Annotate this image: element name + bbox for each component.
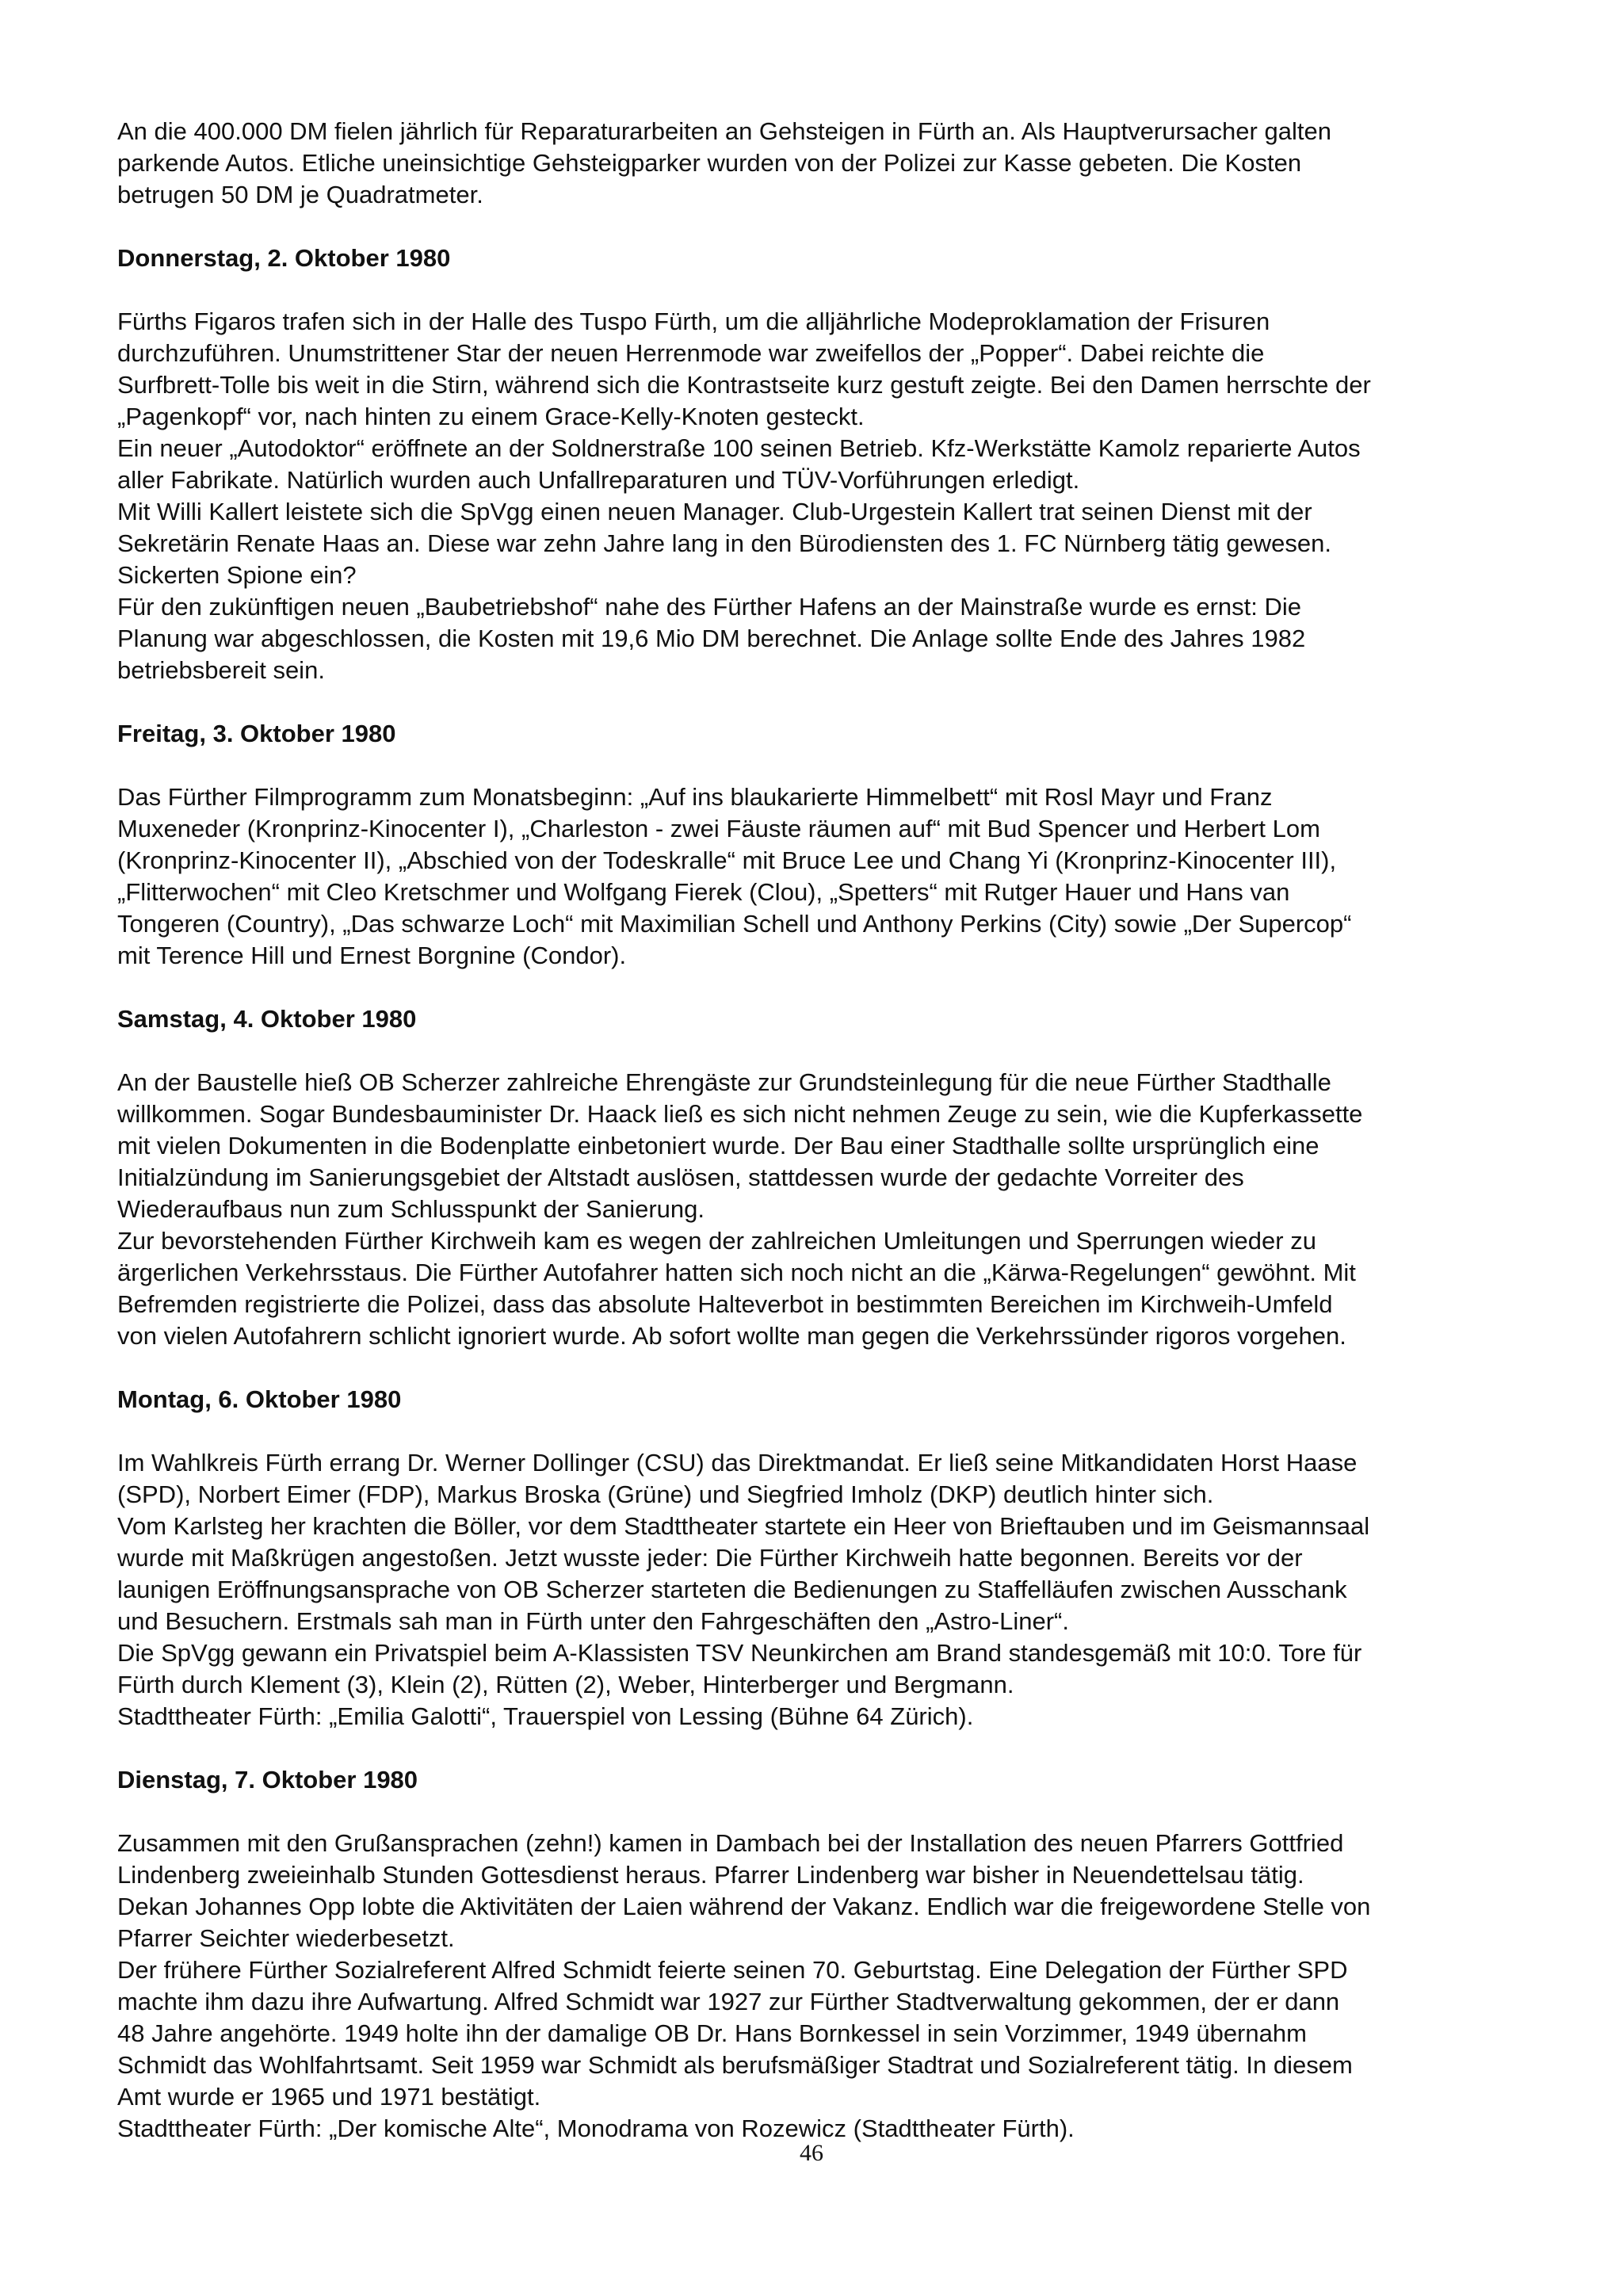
text-line: Planung war abgeschlossen, die Kosten mit 19,6 Mio DM berechnet. Die Anlage sollte Ende des Jahres 1982 bbox=[117, 625, 1306, 652]
text-line: parkende Autos. Etliche uneinsichtige Gehsteigparker wurden von der Polizei zur Kasse gebeten. Die Kosten bbox=[117, 149, 1302, 177]
section-paragraph bbox=[117, 1067, 1528, 1352]
sections-container bbox=[117, 243, 1528, 2145]
text-line: Fürths Figaros trafen sich in der Halle des Tuspo Fürth, um die alljährliche Modeproklamation der Frisuren bbox=[117, 308, 1270, 335]
text-line: Sekretärin Renate Haas an. Diese war zehn Jahre lang in den Bürodiensten des 1. FC Nürnberg tätig gewesen. bbox=[117, 529, 1331, 557]
text-line: und Besuchern. Erstmals sah man in Fürth unter den Fahrgeschäften den „Astro-Liner“. bbox=[117, 1607, 1069, 1635]
text-line: (SPD), Norbert Eimer (FDP), Markus Broska (Grüne) und Siegfried Imholz (DKP) deutlich hinter sich. bbox=[117, 1480, 1214, 1508]
text-line: An die 400.000 DM fielen jährlich für Reparaturarbeiten an Gehsteigen in Fürth an. Als Hauptverursacher galten bbox=[117, 117, 1331, 145]
section-paragraph bbox=[117, 306, 1528, 686]
section-paragraph bbox=[117, 781, 1528, 972]
date-heading: Freitag, 3. Oktober 1980 bbox=[117, 720, 396, 747]
date-heading: Dienstag, 7. Oktober 1980 bbox=[117, 1766, 418, 1794]
page-number: 46 bbox=[800, 2140, 823, 2166]
text-line: An der Baustelle hieß OB Scherzer zahlreiche Ehrengäste zur Grundsteinlegung für die neue Fürther Stadthalle bbox=[117, 1068, 1331, 1096]
text-line: 48 Jahre angehörte. 1949 holte ihn der damalige OB Dr. Hans Bornkessel in sein Vorzimmer, 1949 übernahm bbox=[117, 2019, 1307, 2047]
text-line: launigen Eröffnungsansprache von OB Scherzer starteten die Bedienungen zu Staffelläufen zwischen Ausschank bbox=[117, 1576, 1347, 1603]
text-line: mit vielen Dokumenten in die Bodenplatte einbetoniert wurde. Der Bau einer Stadthalle sollte ursprünglich eine bbox=[117, 1132, 1319, 1159]
text-line: Stadttheater Fürth: „Der komische Alte“, Monodrama von Rozewicz (Stadttheater Fürth). bbox=[117, 2115, 1075, 2142]
text-line: Die SpVgg gewann ein Privatspiel beim A-Klassisten TSV Neunkirchen am Brand standesgemäß mit 10:0. Tore für bbox=[117, 1639, 1362, 1667]
text-line: Das Fürther Filmprogramm zum Monatsbeginn: „Auf ins blaukarierte Himmelbett“ mit Rosl Mayr und Franz bbox=[117, 783, 1273, 811]
text-line: Initialzündung im Sanierungsgebiet der Altstadt auslösen, stattdessen wurde der gedachte Vorreiter des bbox=[117, 1163, 1244, 1191]
text-line: Dekan Johannes Opp lobte die Aktivitäten der Laien während der Vakanz. Endlich war die freigewordene Stelle von bbox=[117, 1893, 1371, 1920]
text-line: Stadttheater Fürth: „Emilia Galotti“, Trauerspiel von Lessing (Bühne 64 Zürich). bbox=[117, 1702, 974, 1730]
text-line: Zusammen mit den Grußansprachen (zehn!) kamen in Dambach bei der Installation des neuen Pfarrers Gottfried bbox=[117, 1829, 1344, 1857]
text-line: Fürth durch Klement (3), Klein (2), Rütten (2), Weber, Hinterberger und Bergmann. bbox=[117, 1671, 1014, 1698]
text-line: Pfarrer Seichter wiederbesetzt. bbox=[117, 1924, 455, 1952]
text-line: Amt wurde er 1965 und 1971 bestätigt. bbox=[117, 2083, 541, 2111]
text-line: Muxeneder (Kronprinz-Kinocenter I), „Charleston - zwei Fäuste räumen auf“ mit Bud Spencer und Herbert Lom bbox=[117, 815, 1320, 842]
text-line: „Pagenkopf“ vor, nach hinten zu einem Grace-Kelly-Knoten gesteckt. bbox=[117, 403, 865, 430]
text-line: Der frühere Fürther Sozialreferent Alfred Schmidt feierte seinen 70. Geburtstag. Eine Delegation der Fürther SPD bbox=[117, 1956, 1348, 1984]
text-line: betriebsbereit sein. bbox=[117, 656, 325, 684]
text-line: Mit Willi Kallert leistete sich die SpVgg einen neuen Manager. Club-Urgestein Kallert trat seinen Dienst mit der bbox=[117, 498, 1312, 525]
text-line: von vielen Autofahrern schlicht ignoriert wurde. Ab sofort wollte man gegen die Verkehrssünder rigoros vorgehen. bbox=[117, 1322, 1346, 1350]
date-heading: Montag, 6. Oktober 1980 bbox=[117, 1385, 402, 1413]
text-line: aller Fabrikate. Natürlich wurden auch Unfallreparaturen und TÜV-Vorführungen erledigt. bbox=[117, 466, 1080, 494]
section-paragraph bbox=[117, 1447, 1528, 1733]
text-line: ärgerlichen Verkehrsstaus. Die Fürther Autofahrer hatten sich noch nicht an die „Kärwa-Regelungen“ gewöhnt. Mit bbox=[117, 1259, 1356, 1286]
text-line: Vom Karlsteg her krachten die Böller, vor dem Stadttheater startete ein Heer von Brieftauben und im Geismannsaal bbox=[117, 1512, 1370, 1540]
text-line: (Kronprinz-Kinocenter II), „Abschied von der Todeskralle“ mit Bruce Lee und Chang Yi (Kronprinz-Kinocenter III), bbox=[117, 846, 1337, 874]
text-line: Im Wahlkreis Fürth errang Dr. Werner Dollinger (CSU) das Direktmandat. Er ließ seine Mitkandidaten Horst Haase bbox=[117, 1449, 1358, 1477]
text-line: Wiederaufbaus nun zum Schlusspunkt der Sanierung. bbox=[117, 1195, 705, 1223]
text-line: Tongeren (Country), „Das schwarze Loch“ mit Maximilian Schell und Anthony Perkins (City) sowie „Der Supercop“ bbox=[117, 910, 1352, 938]
text-line: durchzuführen. Unumstrittener Star der neuen Herrenmode war zweifellos der „Popper“. Dabei reichte die bbox=[117, 339, 1265, 367]
section-paragraph bbox=[117, 1828, 1528, 2145]
date-heading: Samstag, 4. Oktober 1980 bbox=[117, 1005, 417, 1033]
intro-paragraph bbox=[117, 116, 1528, 211]
text-line: Surfbrett-Tolle bis weit in die Stirn, während sich die Kontrastseite kurz gestuft zeigte. Bei den Damen herrschte der bbox=[117, 371, 1371, 399]
text-line: willkommen. Sogar Bundesbauminister Dr. Haack ließ es sich nicht nehmen Zeuge zu sein, wie die Kupferkassette bbox=[117, 1100, 1363, 1128]
text-line: Für den zukünftigen neuen „Baubetriebshof“ nahe des Fürther Hafens an der Mainstraße wurde es ernst: Die bbox=[117, 593, 1301, 621]
text-line: Schmidt das Wohlfahrtsamt. Seit 1959 war Schmidt als berufsmäßiger Stadtrat und Sozialreferent tätig. In diesem bbox=[117, 2051, 1353, 2079]
text-line: Befremden registrierte die Polizei, dass das absolute Halteverbot in bestimmten Bereichen im Kirchweih-Umfeld bbox=[117, 1290, 1333, 1318]
text-line: machte ihm dazu ihre Aufwartung. Alfred Schmidt war 1927 zur Fürther Stadtverwaltung gekommen, der er dann bbox=[117, 1988, 1340, 2015]
document-page bbox=[117, 116, 1528, 2145]
text-line: „Flitterwochen“ mit Cleo Kretschmer und Wolfgang Fierek (Clou), „Spetters“ mit Rutger Hauer und Hans van bbox=[117, 878, 1290, 906]
text-line: betrugen 50 DM je Quadratmeter. bbox=[117, 181, 483, 208]
text-line: Lindenberg zweieinhalb Stunden Gottesdienst heraus. Pfarrer Lindenberg war bisher in Neuendettelsau tätig. bbox=[117, 1861, 1304, 1889]
text-line: Zur bevorstehenden Fürther Kirchweih kam es wegen der zahlreichen Umleitungen und Sperrungen wieder zu bbox=[117, 1227, 1316, 1255]
text-line: Sickerten Spione ein? bbox=[117, 561, 357, 589]
text-line: Ein neuer „Autodoktor“ eröffnete an der Soldnerstraße 100 seinen Betrieb. Kfz-Werkstätte Kamolz reparierte Autos bbox=[117, 434, 1361, 462]
text-line: mit Terence Hill und Ernest Borgnine (Condor). bbox=[117, 942, 627, 969]
text-line: wurde mit Maßkrügen angestoßen. Jetzt wusste jeder: Die Fürther Kirchweih hatte begonnen. Bereits vor der bbox=[117, 1544, 1303, 1572]
date-heading: Donnerstag, 2. Oktober 1980 bbox=[117, 244, 451, 272]
